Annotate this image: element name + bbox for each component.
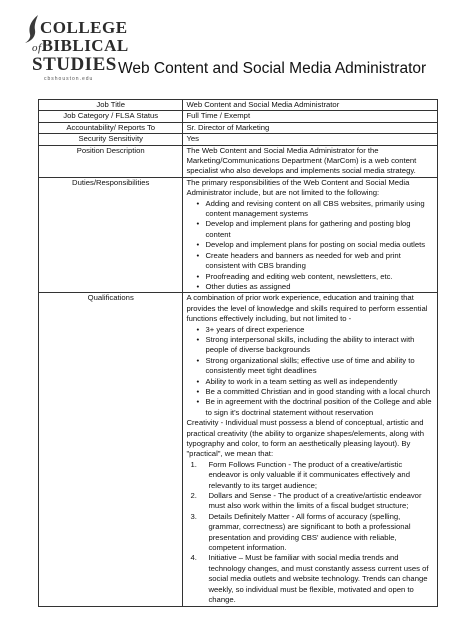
list-item xyxy=(190,553,434,605)
item-text: Initiative – Must be familiar with social media trends and technology changes, and must constantly assess current uses of social media outlets and website technology. Trends can change weekly, so individual must be flexible, motivated and open to change. xyxy=(208,553,429,605)
qualifications-label: Qualifications xyxy=(39,293,183,606)
duties-intro: The primary responsibilities of the Web Content and Social Media Administrator include, but are not limited to the following: xyxy=(186,177,410,198)
item-text: Form Follows Function - The product of a creative/artistic endeavor is only valuable if it communicates effectively and relevantly to its target audience; xyxy=(208,459,410,490)
list-item: • Develop and implement plans for posting on social media outlets xyxy=(196,240,434,250)
security-label: Security Sensitivity xyxy=(39,134,183,145)
logo-url: cbshouston.edu xyxy=(44,76,94,82)
list-item: • Adding and revising content on all CBS websites, primarily using content management systems xyxy=(196,199,434,220)
table-row xyxy=(39,134,438,145)
creativity-text: Creativity - Individual must possess a blend of conceptual, artistic and practical creativity (the ability to organize shapes/elements, along with typography and color, to form an aesthetically pleasing layout). By "practical", we mean that: xyxy=(186,418,425,459)
item-number: 3. xyxy=(190,511,197,521)
item-number: 1. xyxy=(190,459,197,469)
list-item: • Be a committed Christian and in good standing with a local church xyxy=(196,387,434,397)
table-row xyxy=(39,122,438,133)
table-row xyxy=(39,177,438,292)
logo-biblical: BIBLICAL xyxy=(41,36,129,55)
accountability-label: Accountability/ Reports To xyxy=(39,122,183,133)
qualifications-intro: A combination of prior work experience, education and training that provides the level of knowledge and skills required to perform essential functions effectively including, but not limited to - xyxy=(186,293,428,324)
item-text: Dollars and Sense - The product of a creative/artistic endeavor must also work within the limits of a fiscal budget structure; xyxy=(208,491,422,511)
position-label: Position Description xyxy=(39,145,183,177)
job-title-value: Web Content and Social Media Administrator xyxy=(183,100,438,111)
item-number: 4. xyxy=(190,553,197,563)
duties-list xyxy=(186,199,434,293)
list-item xyxy=(190,491,434,512)
list-item: • 3+ years of direct experience xyxy=(196,325,434,335)
logo-college: COLLEGE xyxy=(40,18,128,37)
table-row xyxy=(39,293,438,606)
creativity-list xyxy=(186,460,434,606)
item-text: Details Definitely Matter - All forms of accuracy (spelling, grammar, correctness) are significant to both a professional presentation and providing CBS' audience with reliable, competent information. xyxy=(208,511,411,553)
list-item: • Create headers and banners as needed for web and print consistent with CBS branding xyxy=(196,251,434,272)
table-row xyxy=(39,145,438,177)
job-category-label: Job Category / FLSA Status xyxy=(39,111,183,122)
list-item xyxy=(190,512,434,554)
qualifications-cell xyxy=(183,293,438,606)
qualifications-list xyxy=(186,325,434,419)
job-title-label: Job Title xyxy=(39,100,183,111)
list-item: • Other duties as assigned xyxy=(196,282,434,292)
item-number: 2. xyxy=(190,491,197,501)
list-item: • Proofreading and editing web content, newsletters, etc. xyxy=(196,272,434,282)
list-item: • Develop and implement plans for gathering and posting blog content xyxy=(196,219,434,240)
list-item xyxy=(190,460,434,491)
job-info-table xyxy=(38,99,438,607)
security-value: Yes xyxy=(183,134,438,145)
logo-biblical-line xyxy=(32,36,129,56)
job-category-value: Full Time / Exempt xyxy=(183,111,438,122)
list-item: • Strong interpersonal skills, including the ability to interact with people of diverse backgrounds xyxy=(196,335,434,356)
list-item: • Ability to work in a team setting as well as independently xyxy=(196,377,434,387)
page-title: Web Content and Social Media Administrator xyxy=(118,60,427,77)
logo-of: of xyxy=(32,42,42,54)
position-description: The Web Content and Social Media Administrator for the Marketing/Communications Department (MarCom) is a web content specialist who also develops and implements social media strategy. xyxy=(183,145,438,177)
logo-studies: STUDIES xyxy=(32,54,117,75)
list-item: • Be in agreement with the doctrinal position of the College and able to sign it's doctrinal statement without reservation xyxy=(196,397,434,418)
duties-label: Duties/Responsibilities xyxy=(39,177,183,292)
list-item: • Strong organizational skills; effective use of time and ability to consistently meet tight deadlines xyxy=(196,356,434,377)
duties-cell xyxy=(183,177,438,292)
table-row xyxy=(39,100,438,111)
table-row xyxy=(39,111,438,122)
accountability-value: Sr. Director of Marketing xyxy=(183,122,438,133)
